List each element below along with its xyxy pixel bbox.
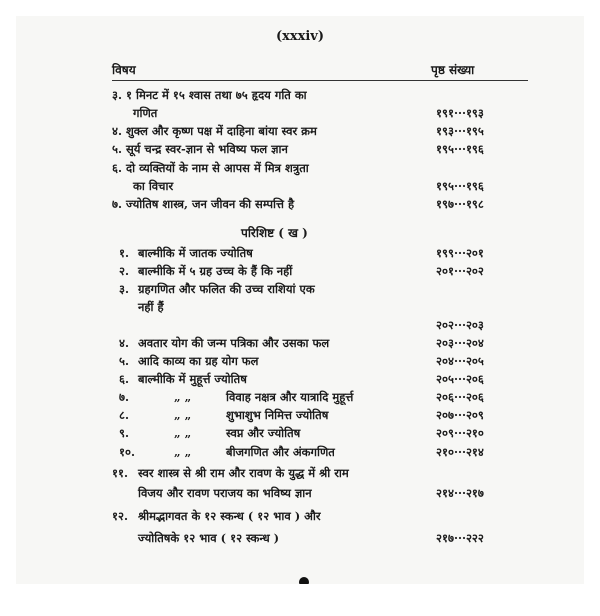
entry-pages: १९१···१९३ <box>436 106 484 120</box>
entry-pages: २१४···२१७ <box>436 486 484 500</box>
appendix-entry <box>16 466 584 484</box>
entry-text: का विचार <box>133 179 174 193</box>
appendix-entry <box>16 354 584 372</box>
entry-number: ९. <box>119 426 129 440</box>
appendix-entry <box>16 372 584 390</box>
entry-text: ६. दो व्यक्तियों के नाम से आपस में मित्र शत्रुता <box>112 161 309 175</box>
entry-pages: २१०···२१४ <box>436 445 484 459</box>
appendix-entry <box>16 282 584 300</box>
entry-number: २. <box>119 264 129 278</box>
entry-pages: २०४···२०५ <box>436 354 484 368</box>
toc-entry <box>16 197 584 215</box>
page-column-heading: पृष्ठ संख्या <box>431 63 475 77</box>
entry-pages: २०५···२०६ <box>436 372 484 386</box>
entry-number: ८. <box>119 408 129 422</box>
entry-number: ४. <box>119 336 129 350</box>
entry-number: ५. <box>119 354 129 368</box>
entry-text: बीजगणित और अंकगणित <box>226 445 335 459</box>
entry-pages: २०६···२०६ <box>436 390 484 404</box>
entry-number: १. <box>119 246 129 260</box>
appendix-entry <box>16 246 584 264</box>
entry-text: विजय और रावण पराजय का भविष्य ज्ञान <box>138 486 312 500</box>
bullet-dot <box>299 577 309 584</box>
appendix-entry <box>16 408 584 426</box>
entry-text: स्वप्न और ज्योतिष <box>226 426 301 440</box>
entry-number: १२. <box>112 509 128 523</box>
appendix-entry <box>16 300 584 318</box>
entry-pages: २०१···२०२ <box>436 264 484 278</box>
entry-text: बाल्मीकि में जातक ज्योतिष <box>138 246 253 260</box>
entry-text: ४. शुक्ल और कृष्ण पक्ष में दाहिना बांया स्वर क्रम <box>112 124 317 138</box>
appendix-entry <box>16 486 584 504</box>
toc-entry <box>16 142 584 160</box>
toc-entry <box>16 179 584 197</box>
entry-text: बाल्मीकि में मुहूर्त्त ज्योतिष <box>138 372 247 386</box>
entry-text: ३. १ मिनट में १५ श्वास तथा ७५ हृदय गति का <box>112 88 307 102</box>
entry-text: अवतार योग की जन्म पत्रिका और उसका फल <box>138 336 330 350</box>
entry-pages: १९३···१९५ <box>436 124 484 138</box>
appendix-entry <box>16 445 584 463</box>
entry-pages: २०३···२०४ <box>436 336 484 350</box>
subject-column-heading: विषय <box>112 63 136 77</box>
heading-divider <box>112 80 528 81</box>
ditto-marks: „ „ <box>174 426 192 440</box>
entry-text: आदि काव्य का ग्रह योग फल <box>138 354 259 368</box>
toc-entry <box>16 161 584 179</box>
appendix-entry <box>16 426 584 444</box>
ditto-marks: „ „ <box>174 390 192 404</box>
entry-text: शुभाशुभ निमित्त ज्योतिष <box>226 408 329 422</box>
entry-pages: २०७···२०९ <box>436 408 484 422</box>
entry-pages: १९९···२०१ <box>436 246 484 260</box>
entry-pages: १९५···१९६ <box>436 179 484 193</box>
entry-pages: २१७···२२२ <box>436 531 484 545</box>
entry-number: १०. <box>119 445 135 459</box>
entry-number: ११. <box>112 466 128 480</box>
toc-entry <box>16 106 584 124</box>
entry-pages: १९७···१९८ <box>436 197 484 211</box>
entry-text: ग्रहगणित और फलित की उच्च राशियां एक <box>138 282 315 296</box>
entry-text: गणित <box>133 106 158 120</box>
appendix-entry <box>16 509 584 527</box>
entry-text: स्वर शास्त्र से श्री राम और रावण के युद्ध में श्री राम <box>138 466 349 480</box>
entry-text: ज्योतिषके १२ भाव ( १२ स्कन्ध ) <box>138 531 280 545</box>
appendix-entry <box>16 318 584 336</box>
entry-number: ७. <box>119 390 129 404</box>
entry-number: ६. <box>119 372 129 386</box>
entry-pages: १९५···१९६ <box>436 142 484 156</box>
appendix-entry <box>16 531 584 549</box>
appendix-entry <box>16 390 584 408</box>
entry-text: नहीं हैं <box>138 300 164 314</box>
entry-pages: २०९···२१० <box>436 426 484 440</box>
ditto-marks: „ „ <box>174 408 192 422</box>
appendix-heading: परिशिष्ट ( ख ) <box>241 226 308 240</box>
toc-entry <box>16 88 584 106</box>
entry-text: ७. ज्योतिष शास्त्र, जन जीवन की सम्पत्ति है <box>112 197 295 211</box>
entry-text: विवाह नक्षत्र और यात्रादि मुहूर्त्त <box>226 390 354 404</box>
book-page <box>16 16 584 584</box>
entry-number: ३. <box>119 282 129 296</box>
entry-text: बाल्मीकि में ५ ग्रह उच्च के हैं कि नहीं <box>138 264 293 278</box>
appendix-entry <box>16 264 584 282</box>
ditto-marks: „ „ <box>174 445 192 459</box>
entry-text: श्रीमद्भागवत के १२ स्कन्ध ( १२ भाव ) और <box>138 509 321 523</box>
entry-text: ५. सूर्य चन्द्र स्वर-ज्ञान से भविष्य फल ज्ञान <box>112 142 288 156</box>
appendix-entry <box>16 336 584 354</box>
toc-entry <box>16 124 584 142</box>
entry-pages: २०२···२०३ <box>436 318 484 332</box>
page-number-header: (xxxiv) <box>275 29 325 44</box>
